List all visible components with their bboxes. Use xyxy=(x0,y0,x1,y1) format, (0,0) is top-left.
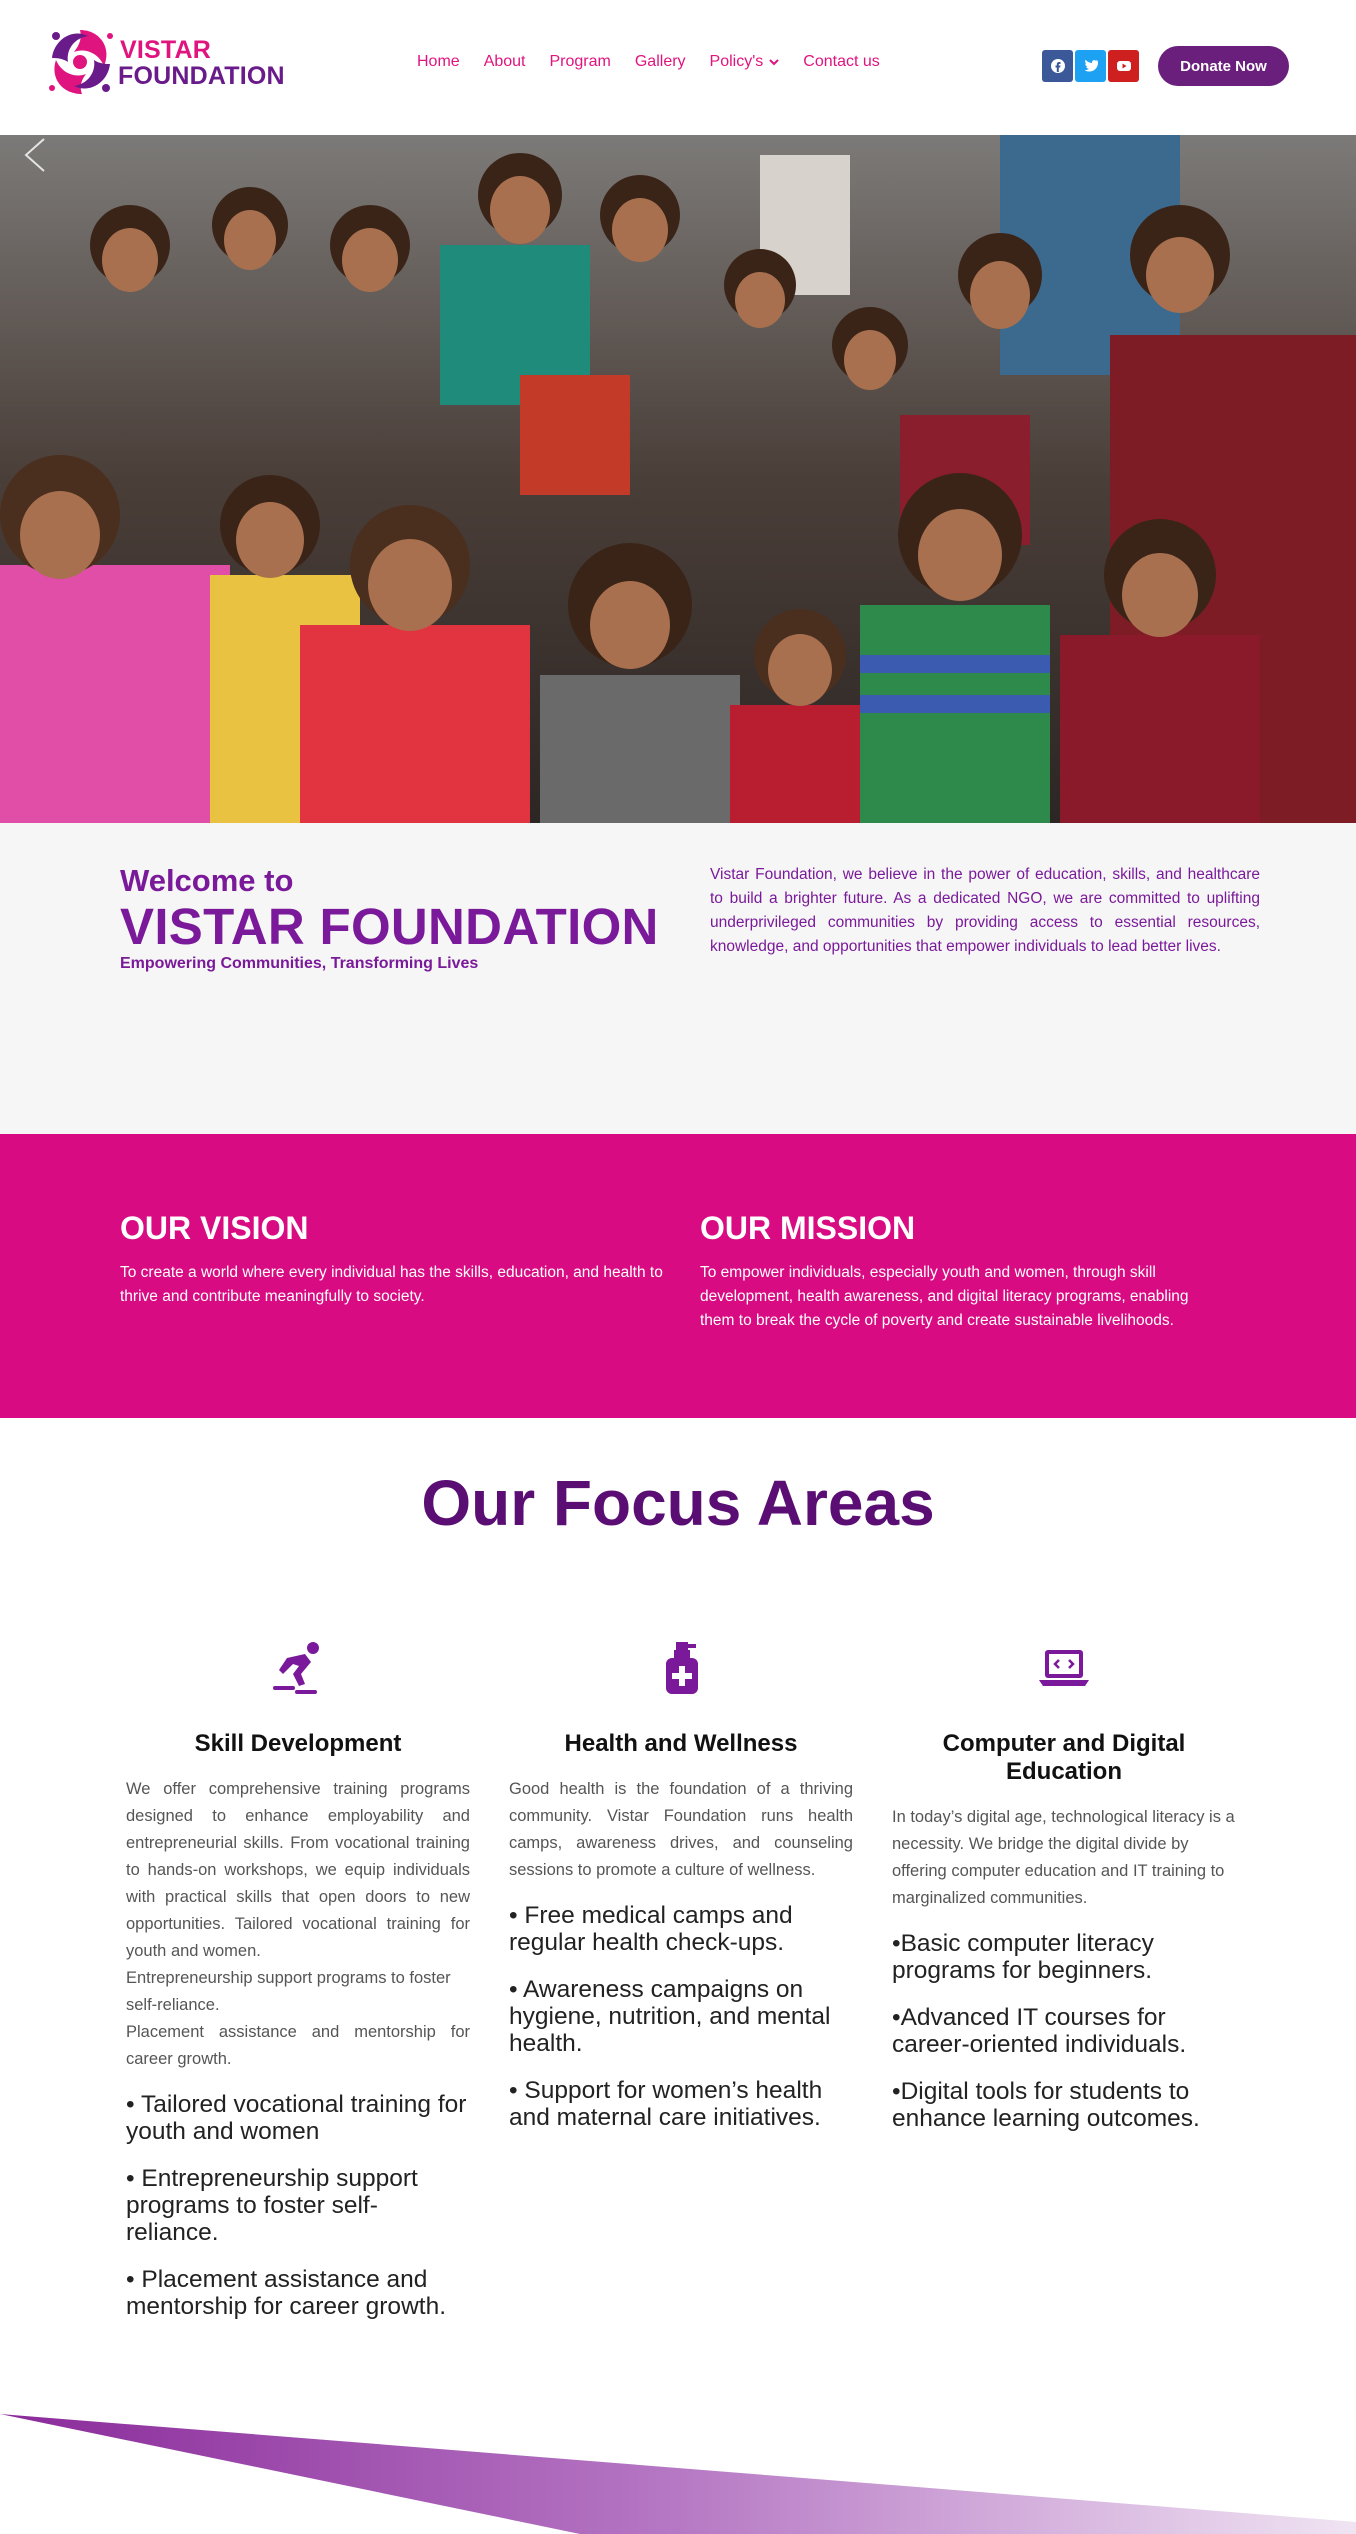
vision-mission-section xyxy=(0,1134,1356,1418)
card-lead-2: Entrepreneurship support programs to foster self-reliance. xyxy=(126,1969,451,2014)
card-lead-1: We offer comprehensive training programs designed to enhance employability and entrepreneurial skills. From vocational training to hands-on workshops, we equip individuals with practical skills that open doors to new opportunities. Tailored vocational training for youth and women. xyxy=(126,1780,470,1960)
card-bullet: • Awareness campaigns on hygiene, nutrition, and mental health. xyxy=(509,1976,831,2057)
decorative-wave xyxy=(0,2410,1356,2534)
logo-text-vistar: VISTAR xyxy=(120,36,212,64)
laptop-code-icon xyxy=(1037,1640,1091,1696)
welcome-description: Vistar Foundation, we believe in the power of education, skills, and healthcare to build a brighter future. As a dedicated NGO, we are committed to uplifting underprivileged communities by providing access to essential resources, knowledge, and opportunities that empower individuals to lead better lives. xyxy=(710,866,1260,955)
youtube-icon[interactable] xyxy=(1108,50,1139,82)
hero-photo xyxy=(0,135,1356,823)
card-bullet: • Free medical camps and regular health check-ups. xyxy=(509,1902,793,1956)
logo[interactable] xyxy=(44,22,284,106)
card-description: Good health is the foundation of a thriving community. Vistar Foundation runs health camps, awareness drives, and counseling sessions to promote a culture of wellness. xyxy=(509,1780,853,1879)
nav-policys-label: Policy's xyxy=(709,53,764,70)
logo-icon xyxy=(44,22,118,100)
site-header xyxy=(0,0,1356,135)
card-title: Computer and Digital Education xyxy=(942,1730,1186,1785)
vision-title: OUR VISION xyxy=(120,1210,309,1246)
card-bullet: • Support for women’s health and maternal care initiatives. xyxy=(509,2077,823,2131)
card-bullet: •Digital tools for students to enhance learning outcomes. xyxy=(892,2078,1200,2132)
card-description xyxy=(126,1776,470,2073)
facebook-icon[interactable] xyxy=(1042,50,1073,82)
welcome-section xyxy=(0,823,1356,1134)
welcome-title: VISTAR FOUNDATION xyxy=(120,898,659,955)
logo-text-foundation: FOUNDATION xyxy=(118,62,285,90)
mission-title: OUR MISSION xyxy=(700,1210,916,1246)
hero-slider xyxy=(0,135,1356,823)
social-links xyxy=(1042,50,1139,82)
mission-text: To empower individuals, especially youth and women, through skill development, health awareness, and digital literacy programs, enabling them to break the cycle of poverty and create sustainable livelihoods. xyxy=(700,1264,1189,1329)
focus-card-skill xyxy=(126,1640,470,2320)
welcome-heading: Welcome to xyxy=(120,863,294,898)
slider-prev-icon[interactable] xyxy=(20,135,50,175)
nav-about[interactable]: About xyxy=(483,53,526,70)
mission-block xyxy=(700,1210,1220,1333)
card-title: Skill Development xyxy=(194,1730,402,1757)
sanitizer-bottle-icon xyxy=(654,1640,708,1696)
card-bullet: • Entrepreneurship support programs to foster self-reliance. xyxy=(126,2165,418,2246)
nav-program[interactable]: Program xyxy=(549,53,611,70)
vision-text: To create a world where every individual has the skills, education, and health to thrive and contribute meaningfully to society. xyxy=(120,1264,663,1305)
twitter-icon[interactable] xyxy=(1075,50,1106,82)
card-bullet: • Tailored vocational training for youth and women xyxy=(126,2091,467,2145)
nav-home[interactable]: Home xyxy=(417,53,460,70)
card-bullet: • Placement assistance and mentorship for career growth. xyxy=(126,2266,446,2320)
nav-contact[interactable]: Contact us xyxy=(803,53,880,70)
donate-button[interactable]: Donate Now xyxy=(1158,46,1289,86)
focus-card-health xyxy=(509,1640,853,2131)
focus-areas-title: Our Focus Areas xyxy=(421,1467,935,1539)
main-nav xyxy=(417,53,904,71)
welcome-tagline: Empowering Communities, Transforming Lives xyxy=(120,955,479,972)
skater-icon xyxy=(271,1640,325,1696)
card-bullet: •Basic computer literacy programs for beginners. xyxy=(892,1930,1154,1984)
vision-block xyxy=(120,1210,670,1309)
card-lead-3: Placement assistance and mentorship for career growth. xyxy=(126,2023,470,2068)
card-description: In today’s digital age, technological literacy is a necessity. We bridge the digital divide by offering computer education and IT training to marginalized communities. xyxy=(892,1808,1235,1907)
nav-gallery[interactable]: Gallery xyxy=(634,53,686,70)
card-bullet: •Advanced IT courses for career-oriented individuals. xyxy=(892,2004,1187,2058)
card-title: Health and Wellness xyxy=(564,1730,798,1757)
focus-card-digital xyxy=(892,1640,1236,2132)
nav-policys[interactable] xyxy=(710,53,780,71)
chevron-down-icon xyxy=(769,58,779,66)
